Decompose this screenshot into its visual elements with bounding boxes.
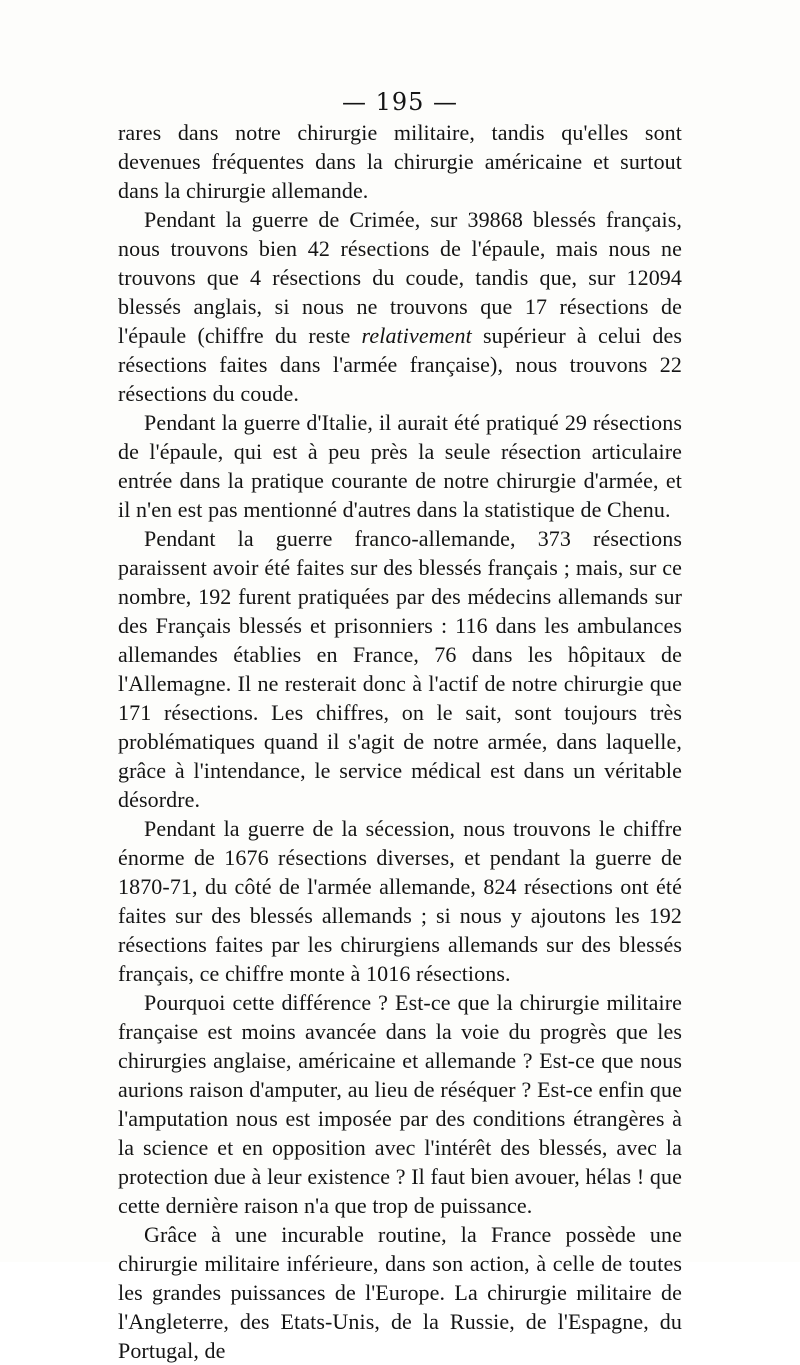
paragraph <box>118 205 682 408</box>
paragraph-text: rares dans notre chirurgie militaire, tandis qu'elles sont devenues fréquentes dans la chirurgie américaine et surtout dans la chirurgie allemande. <box>118 120 682 203</box>
paragraph <box>118 408 682 524</box>
paragraph <box>118 524 682 814</box>
paragraph-text: Pendant la guerre franco-allemande, 373 résections paraissent avoir été faites sur des blessés français ; mais, sur ce nombre, 192 furent pratiquées par des médecins allemands sur des Français blessés et prisonniers : 116 dans les ambulances allemandes établies en France, 76 dans les hôpitaux de l'Allemagne. Il ne resterait donc à l'actif de notre chirurgie que 171 résections. Les chiffres, on le sait, sont toujours très problématiques quand il s'agit de notre armée, dans laquelle, grâce à l'intendance, le service médical est dans un véritable désordre. <box>118 526 682 812</box>
paragraph-text: Pendant la guerre d'Italie, il aurait été pratiqué 29 résections de l'épaule, qui est à peu près la seule résection articulaire entrée dans la pratique courante de notre chirurgie d'armée, et il n'en est pas mentionné d'autres dans la statistique de Chenu. <box>118 410 682 522</box>
paragraph-text: Grâce à une incurable routine, la France possède une chirurgie militaire inférieure, dans son action, à celle de toutes les grandes puissances de l'Europe. La chirurgie militaire de l'Angleterre, des Etats-Unis, de la Russie, de l'Espagne, du Portugal, de <box>118 1222 682 1363</box>
paragraph <box>118 814 682 988</box>
paragraph-text: Pourquoi cette différence ? Est-ce que la chirurgie militaire française est moins avancée dans la voie du progrès que les chirurgies anglaise, américaine et allemande ? Est-ce que nous aurions raison d'amputer, au lieu de réséquer ? Est-ce enfin que l'amputation nous est imposée par des conditions étrangères à la science et en opposition avec l'intérêt des blessés, avec la protection due à leur existence ? Il faut bien avouer, hélas ! que cette dernière raison n'a que trop de puissance. <box>118 990 682 1218</box>
page-number: — 195 — <box>341 88 459 116</box>
paragraph-text: Pendant la guerre de la sécession, nous trouvons le chiffre énorme de 1676 résections diverses, et pendant la guerre de 1870-71, du côté de l'armée allemande, 824 résections ont été faites sur des blessés allemands ; si nous y ajoutons les 192 résections faites par les chirurgiens allemands sur des blessés français, ce chiffre monte à 1016 résections. <box>118 816 682 986</box>
paragraph-text: supérieur à celui des résections faites dans l'armée française), nous trouvons 22 résections du coude. <box>118 323 683 406</box>
paragraph <box>118 988 682 1220</box>
italic-text: relativement <box>361 323 472 348</box>
paragraph <box>118 1220 682 1365</box>
paragraph-text: Pendant la guerre de Crimée, sur 39868 blessés français, nous trouvons bien 42 résections de l'épaule, mais nous ne trouvons que 4 résections du coude, tandis que, sur 12094 blessés anglais, si nous ne trouvons que 17 résections de l'épaule (chiffre du reste <box>118 207 682 348</box>
page-body <box>118 118 682 1365</box>
paragraph <box>118 118 682 205</box>
